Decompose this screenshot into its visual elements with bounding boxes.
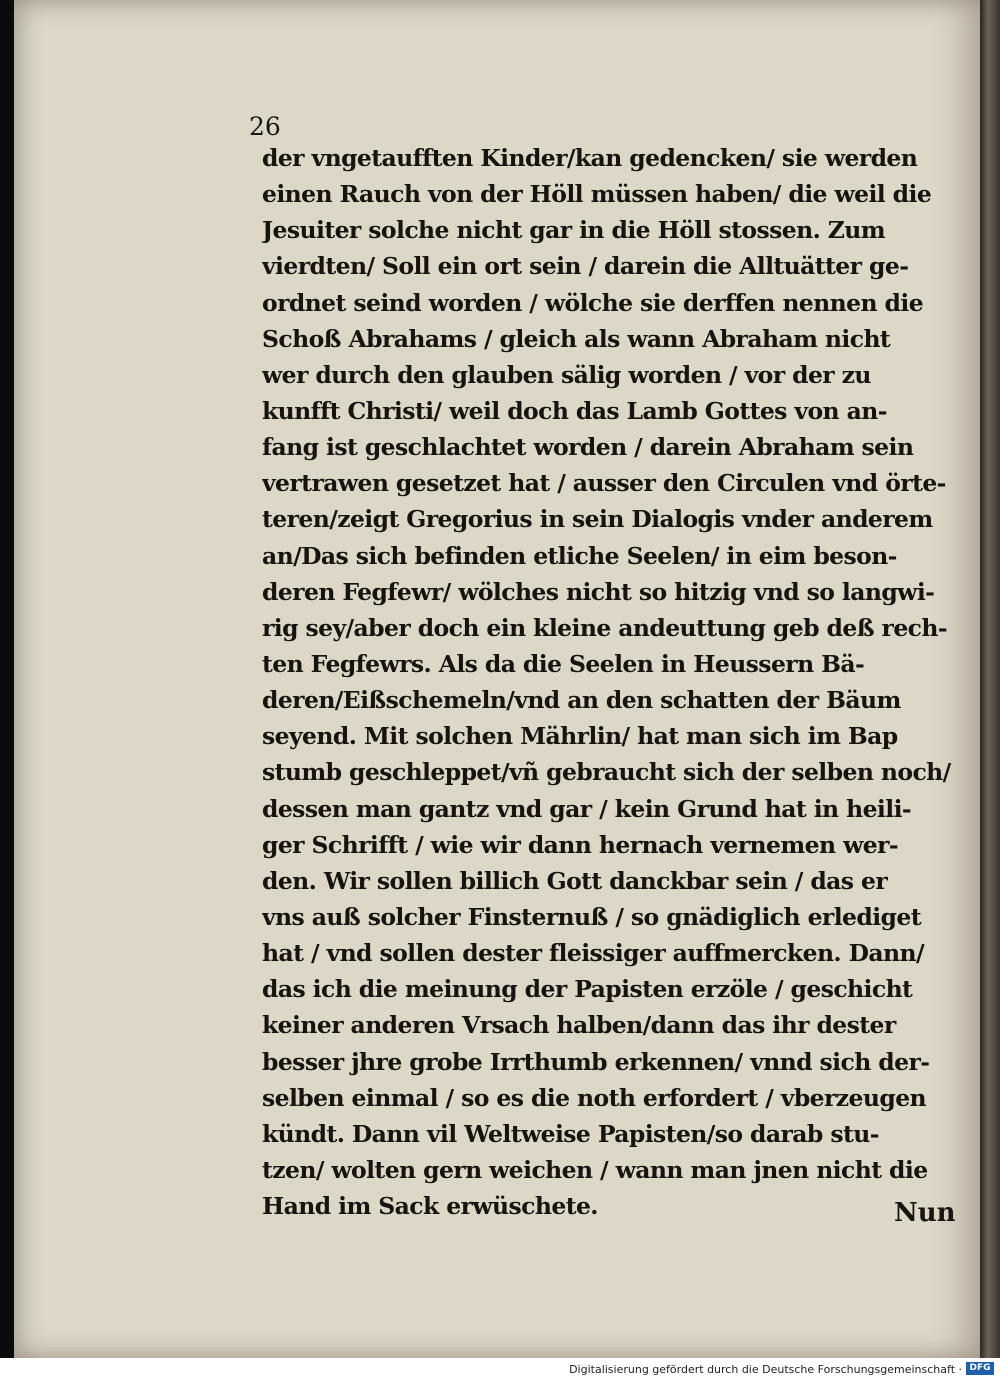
text-line: kündt. Dann vil Weltweise Papisten/so darab stu- [262,1119,879,1148]
text-line: ger Schrifft / wie wir dann hernach vernemen wer- [262,830,898,859]
text-line: kunfft Christi/ weil doch das Lamb Gottes von an- [262,396,887,425]
book-page [14,0,980,1358]
page-number: 26 [249,112,281,141]
dfg-logo: DFG [966,1362,994,1375]
text-line: der vngetaufften Kinder/kan gedencken/ sie werden [262,144,918,172]
text-line: keiner anderen Vrsach halben/dann das ihr dester [262,1011,896,1040]
text-line: den. Wir sollen billich Gott danckbar sein / das er [262,866,888,895]
text-line: hat / vnd sollen dester fleissiger auffmercken. Dann/ [262,939,924,968]
text-line: einen Rauch von der Höll müssen haben/ die weil die [262,180,932,209]
text-line: deren Fegfewr/ wölches nicht so hitzig vnd so langwi- [262,577,935,606]
text-line: selben einmal / so es die noth erfordert / vberzeugen [262,1083,927,1112]
text-line: vns auß solcher Finsternuß / so gnädiglich erlediget [262,902,921,931]
text-line: dessen man gantz vnd gar / kein Grund hat in heili- [262,794,912,823]
text-line: stumb geschleppet/vñ gebraucht sich der selben noch/ [262,758,951,787]
text-line: Schoß Abrahams / gleich als wann Abraham nicht [262,324,891,353]
text-line: an/Das sich befinden etliche Seelen/ in eim beson- [262,541,897,570]
page-edge [980,0,1000,1358]
text-line: wer durch den glauben sälig worden / vor der zu [262,360,871,389]
page-body-text [262,140,974,1224]
text-line: vertrawen gesetzet hat / ausser den Circulen vnd örte- [262,469,946,498]
text-line: seyend. Mit solchen Mährlin/ hat man sich im Bap [262,722,898,751]
text-line: Jesuiter solche nicht gar in die Höll stossen. Zum [262,216,886,245]
catchword: Nun [894,1198,956,1228]
text-line: ten Fegfewrs. Als da die Seelen in Heussern Bä- [262,649,865,678]
text-line: fang ist geschlachtet worden / darein Abraham sein [262,433,914,462]
text-line: deren/Eißschemeln/vnd an den schatten der Bäum [262,686,901,715]
text-line: tzen/ wolten gern weichen / wann man jnen nicht die [262,1155,928,1184]
text-line: Hand im Sack erwüschete. [262,1192,598,1221]
text-line: besser jhre grobe Irrthumb erkennen/ vnnd sich der- [262,1047,930,1076]
footer-bar [0,1358,1000,1380]
text-line: teren/zeigt Gregorius in sein Dialogis vnder anderem [262,505,933,534]
text-line: vierdten/ Soll ein ort sein / darein die Alltuätter ge- [262,252,909,281]
text-line: das ich die meinung der Papisten erzöle / geschicht [262,975,913,1004]
text-line: rig sey/aber doch ein kleine andeuttung geb deß rech- [262,613,948,642]
funding-credit: Digitalisierung gefördert durch die Deutsche Forschungsgemeinschaft · [569,1363,962,1376]
text-line: ordnet seind worden / wölche sie derffen nennen die [262,288,924,317]
